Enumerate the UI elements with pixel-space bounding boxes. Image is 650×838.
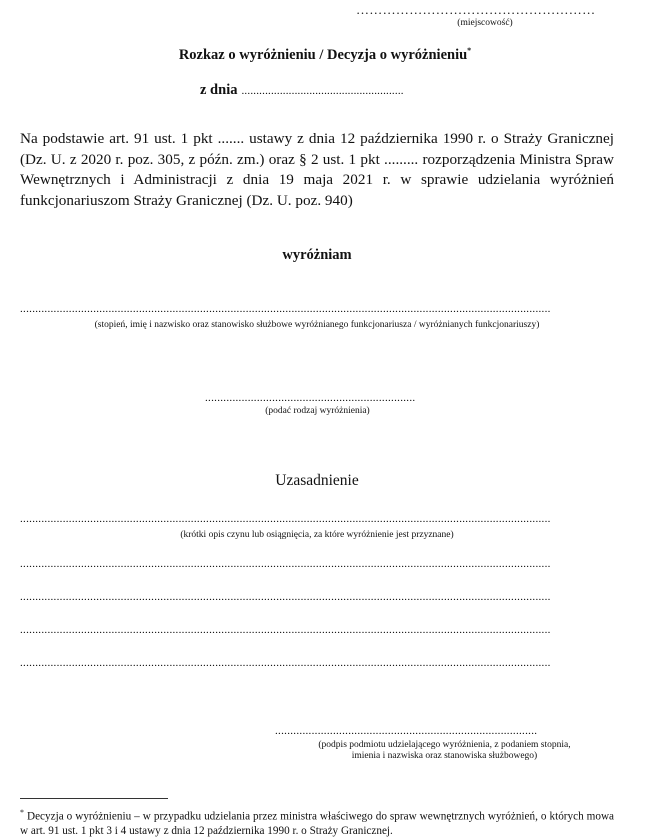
legal-basis-paragraph: Na podstawie art. 91 ust. 1 pkt ....... ustawy z dnia 12 października 1990 r. o Straży Granicznej (Dz. U. z 2020 r. poz. 305, z późn. zm.) oraz § 2 ust. 1 pkt ......... rozporządzenia Ministra Spraw Wewnętrznych i Administracji z dnia 19 maja 2021 r. w sprawie udzielania wyróżnień funkcjonariuszom Straży Granicznej (Dz. U. poz. 940) <box>20 130 614 209</box>
justification-line-2: .............................................................................................................................................................................. <box>20 558 551 570</box>
award-heading: wyróżniam <box>282 247 352 263</box>
justification-caption: (krótki opis czynu lub osiągnięcia, za które wyróżnienie jest przyznane) <box>180 530 454 540</box>
justification-line-1: .............................................................................................................................................................................. <box>20 513 551 525</box>
signature-dots: ...................................................................................... <box>275 725 538 737</box>
place-dots: ……………………………………………… <box>356 2 596 17</box>
document-title <box>0 46 650 64</box>
signature-caption-line-1: (podpis podmiotu udzielającego wyróżnienia, z podaniem stopnia, <box>318 740 571 750</box>
justification-line-4: .............................................................................................................................................................................. <box>20 624 551 636</box>
signature-caption-line-2: imienia i nazwiska oraz stanowiska służbowego) <box>351 751 538 761</box>
date-line <box>200 81 460 99</box>
justification-heading: Uzasadnienie <box>275 472 359 489</box>
award-kind-caption: (podać rodzaj wyróżnienia) <box>265 406 370 416</box>
footnote-text: Decyzja o wyróżnieniu – w przypadku udzielania przez ministra właściwego do spraw wewnętrznych wyróżnień, o których mowa w art. 91 ust. 1 pkt 3 i 4 ustawy z dnia 12 października 1990 r. o Straży Granicznej. <box>20 810 615 837</box>
footnote-mark: * <box>20 808 24 817</box>
title-footnote-mark: * <box>467 46 472 55</box>
document-title-text: Rozkaz o wyróżnieniu / Decyzja o wyróżnieniu <box>178 46 468 63</box>
footnote <box>20 806 614 838</box>
justification-line-5: .............................................................................................................................................................................. <box>20 657 551 669</box>
officer-caption: (stopień, imię i nazwisko oraz stanowisko służbowe wyróżnianego funkcjonariusza / wyróżnianych funkcjonariuszy) <box>94 320 540 330</box>
award-kind-dots: ..................................................................... <box>205 392 416 404</box>
place-caption: (miejscowość) <box>457 18 513 28</box>
justification-line-3: .............................................................................................................................................................................. <box>20 591 551 603</box>
date-label: z dnia <box>200 82 238 98</box>
officer-dots: .............................................................................................................................................................................. <box>20 303 551 315</box>
footnote-separator <box>20 798 168 799</box>
date-dots: ....................................................... <box>241 85 404 97</box>
